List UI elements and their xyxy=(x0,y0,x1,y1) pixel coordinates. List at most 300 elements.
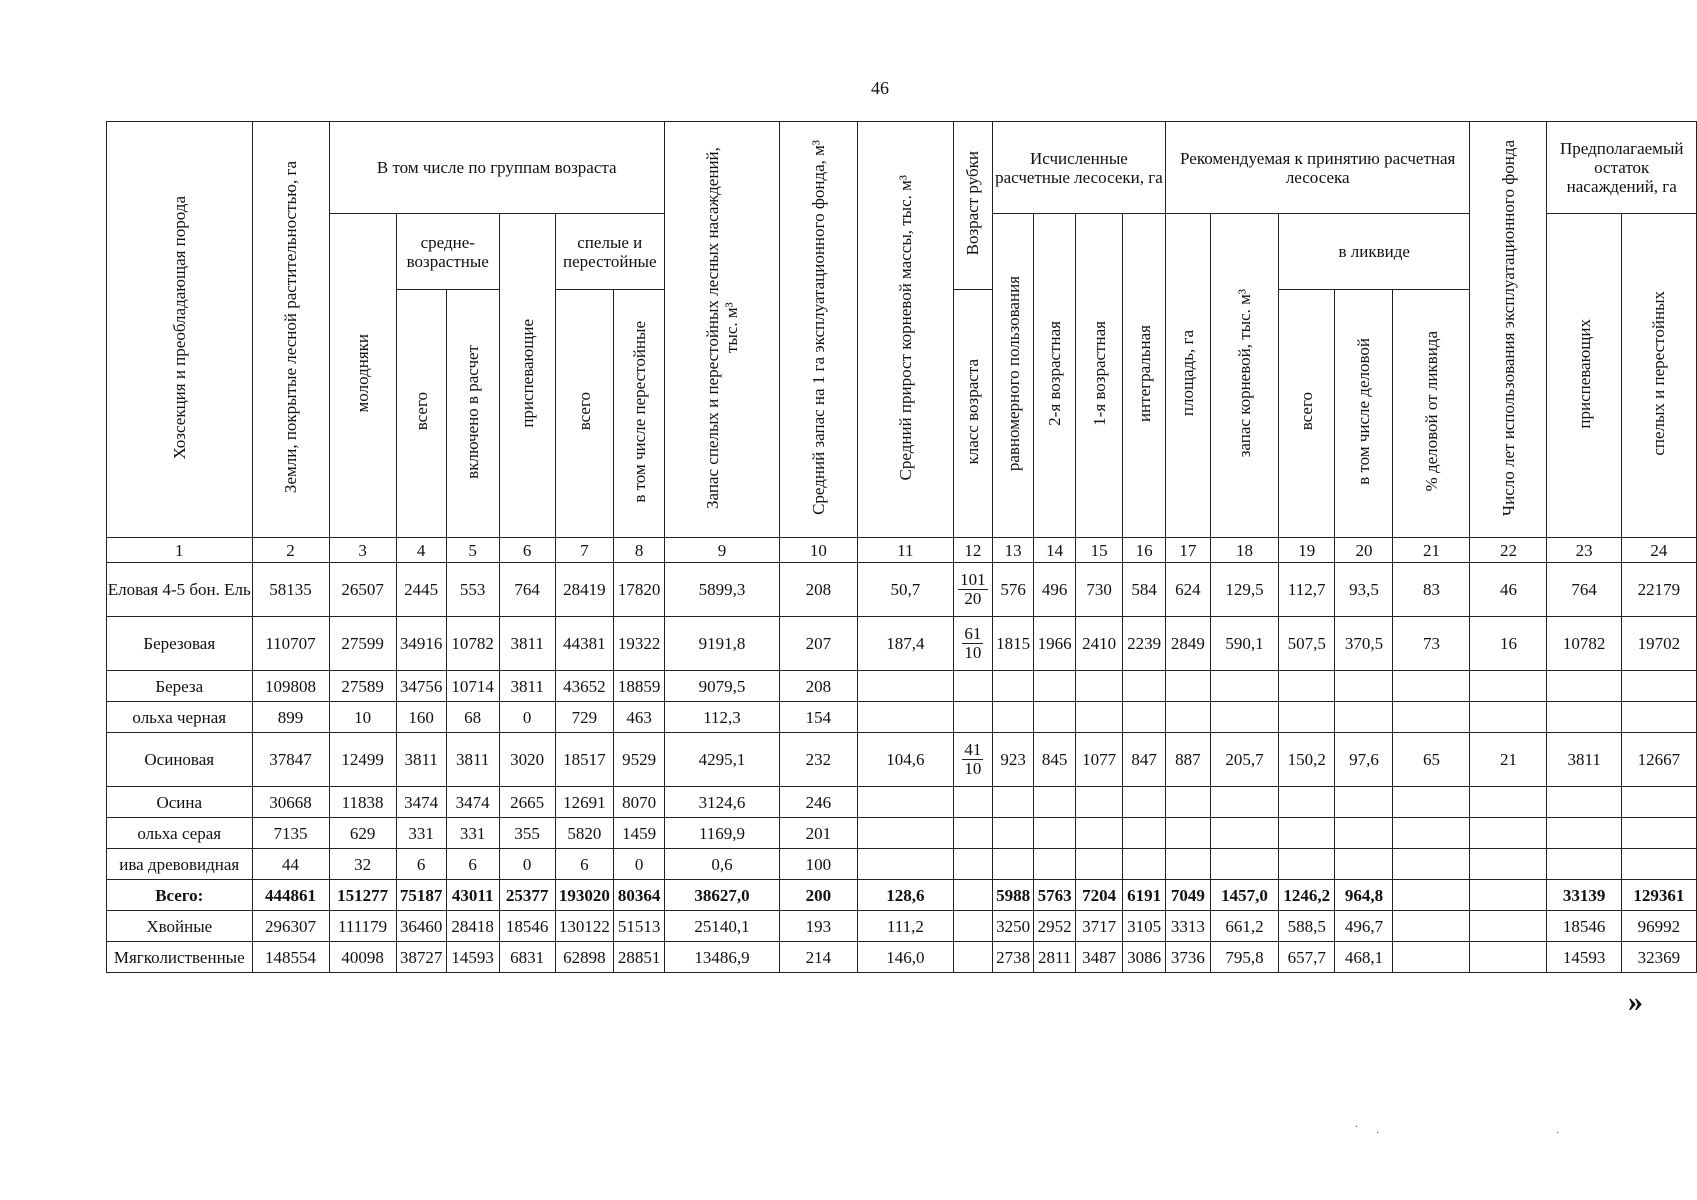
table-cell: 7204 xyxy=(1075,880,1122,911)
table-cell: 14593 xyxy=(446,942,499,973)
table-cell: 12499 xyxy=(329,733,396,787)
table-cell: 795,8 xyxy=(1210,942,1278,973)
row-label: Осиновая xyxy=(107,733,253,787)
table-cell: 296307 xyxy=(252,911,329,942)
table-cell: 661,2 xyxy=(1210,911,1278,942)
table-cell: 370,5 xyxy=(1335,617,1393,671)
table-cell: 38727 xyxy=(396,942,446,973)
fraction-denominator: 20 xyxy=(964,589,982,608)
table-cell: 193020 xyxy=(555,880,614,911)
table-cell: 112,7 xyxy=(1279,563,1335,617)
table-cell: 2239 xyxy=(1123,617,1166,671)
table-cell: 964,8 xyxy=(1335,880,1393,911)
table-cell: 0 xyxy=(614,849,665,880)
table-cell: 496 xyxy=(1034,563,1076,617)
age-class-cell xyxy=(953,880,992,911)
table-cell: 21 xyxy=(1470,733,1547,787)
table-cell: 899 xyxy=(252,702,329,733)
table-cell xyxy=(1335,671,1393,702)
age-class-fraction xyxy=(962,625,983,662)
table-cell: 96992 xyxy=(1621,911,1696,942)
table-row xyxy=(107,818,1697,849)
table-cell: 0 xyxy=(499,849,555,880)
table-cell: 58135 xyxy=(252,563,329,617)
table-cell: 83 xyxy=(1393,563,1470,617)
table-cell: 2665 xyxy=(499,787,555,818)
table-cell xyxy=(1279,849,1335,880)
table-cell: 6191 xyxy=(1123,880,1166,911)
table-cell: 3487 xyxy=(1075,942,1122,973)
table-cell xyxy=(1393,849,1470,880)
table-cell: 1077 xyxy=(1075,733,1122,787)
table-cell: 584 xyxy=(1123,563,1166,617)
table-cell: 130122 xyxy=(555,911,614,942)
table-cell: 46 xyxy=(1470,563,1547,617)
table-cell: 33139 xyxy=(1547,880,1621,911)
table-row xyxy=(107,880,1697,911)
column-number: 19 xyxy=(1279,538,1335,563)
table-cell: 25377 xyxy=(499,880,555,911)
table-cell: 3736 xyxy=(1165,942,1210,973)
table-cell xyxy=(1393,818,1470,849)
table-cell: 146,0 xyxy=(857,942,953,973)
header-middle-included: включено в расчет xyxy=(446,290,499,538)
table-cell: 2410 xyxy=(1075,617,1122,671)
header-middle-aged: средне-возрастные xyxy=(396,214,499,290)
table-cell: 104,6 xyxy=(857,733,953,787)
table-cell: 25140,1 xyxy=(665,911,780,942)
table-cell: 629 xyxy=(329,818,396,849)
page-number: 46 xyxy=(871,78,889,98)
table-cell xyxy=(1165,787,1210,818)
column-number: 15 xyxy=(1075,538,1122,563)
table-cell: 10 xyxy=(329,702,396,733)
age-class-cell xyxy=(953,911,992,942)
table-cell: 112,3 xyxy=(665,702,780,733)
table-row xyxy=(107,702,1697,733)
table-cell: 1815 xyxy=(992,617,1034,671)
table-cell xyxy=(1470,702,1547,733)
header-integral: интегральная xyxy=(1123,214,1166,538)
table-cell: 18546 xyxy=(1547,911,1621,942)
table-cell: 50,7 xyxy=(857,563,953,617)
table-cell: 7135 xyxy=(252,818,329,849)
table-cell: 1966 xyxy=(1034,617,1076,671)
table-cell xyxy=(1165,671,1210,702)
table-cell xyxy=(1470,849,1547,880)
table-cell xyxy=(1470,818,1547,849)
column-number: 10 xyxy=(780,538,858,563)
row-label: Березовая xyxy=(107,617,253,671)
table-cell: 3020 xyxy=(499,733,555,787)
table-cell xyxy=(1123,702,1166,733)
row-label: Хвойные xyxy=(107,911,253,942)
table-cell xyxy=(1279,702,1335,733)
table-cell: 4295,1 xyxy=(665,733,780,787)
table-cell xyxy=(1165,849,1210,880)
table-cell: 3811 xyxy=(499,671,555,702)
table-cell: 887 xyxy=(1165,733,1210,787)
table-cell: 9079,5 xyxy=(665,671,780,702)
header-calculated-areas: Исчисленные расчетные лесосеки, га xyxy=(992,122,1165,214)
row-label: Береза xyxy=(107,671,253,702)
table-cell xyxy=(992,849,1034,880)
table-cell: 2738 xyxy=(992,942,1034,973)
column-number: 16 xyxy=(1123,538,1166,563)
table-cell: 19702 xyxy=(1621,617,1696,671)
column-number: 21 xyxy=(1393,538,1470,563)
header-maturing: приспевающие xyxy=(499,214,555,538)
table-cell: 26507 xyxy=(329,563,396,617)
table-cell xyxy=(1034,818,1076,849)
table-cell: 160 xyxy=(396,702,446,733)
header-mature-total: всего xyxy=(555,290,614,538)
continuation-mark: » xyxy=(1628,985,1643,1018)
table-cell: 3811 xyxy=(1547,733,1621,787)
table-cell xyxy=(1393,911,1470,942)
table-cell: 657,7 xyxy=(1279,942,1335,973)
table-cell: 624 xyxy=(1165,563,1210,617)
table-cell: 151277 xyxy=(329,880,396,911)
header-mature-overmature: спелые и перестойные xyxy=(555,214,664,290)
table-cell xyxy=(1034,787,1076,818)
column-number: 17 xyxy=(1165,538,1210,563)
table-cell: 10714 xyxy=(446,671,499,702)
table-cell xyxy=(1470,942,1547,973)
fraction-numerator: 61 xyxy=(964,624,982,643)
header-young: молодняки xyxy=(329,214,396,538)
table-cell xyxy=(1393,942,1470,973)
table-cell: 3105 xyxy=(1123,911,1166,942)
table-cell: 463 xyxy=(614,702,665,733)
column-number: 12 xyxy=(953,538,992,563)
row-label: ольха серая xyxy=(107,818,253,849)
table-cell: 110707 xyxy=(252,617,329,671)
table-cell xyxy=(992,818,1034,849)
table-cell xyxy=(992,702,1034,733)
table-cell: 43652 xyxy=(555,671,614,702)
column-number: 6 xyxy=(499,538,555,563)
header-liquid-total: всего xyxy=(1279,290,1335,538)
table-cell xyxy=(1034,671,1076,702)
table-cell: 3717 xyxy=(1075,911,1122,942)
table-cell: 3250 xyxy=(992,911,1034,942)
table-cell: 5988 xyxy=(992,880,1034,911)
table-cell: 12667 xyxy=(1621,733,1696,787)
table-cell: 588,5 xyxy=(1279,911,1335,942)
table-cell xyxy=(1621,818,1696,849)
table-cell: 2952 xyxy=(1034,911,1076,942)
header-area: площадь, га xyxy=(1165,214,1210,538)
age-class-cell xyxy=(953,671,992,702)
header-years-of-use: Число лет использования эксплуатационного фонда xyxy=(1470,122,1547,538)
table-cell xyxy=(1393,880,1470,911)
table-row xyxy=(107,942,1697,973)
table-cell: 590,1 xyxy=(1210,617,1278,671)
table-cell: 9529 xyxy=(614,733,665,787)
column-number: 1 xyxy=(107,538,253,563)
scan-speck: · xyxy=(1355,1122,1359,1133)
table-cell: 40098 xyxy=(329,942,396,973)
table-cell xyxy=(1279,818,1335,849)
table-cell: 2811 xyxy=(1034,942,1076,973)
forest-table xyxy=(106,121,1697,973)
table-cell: 200 xyxy=(780,880,858,911)
table-cell: 1457,0 xyxy=(1210,880,1278,911)
header-forested-land: Земли, покрытые лесной растительностью, га xyxy=(252,122,329,538)
header-age-class: класс возраста xyxy=(953,290,992,538)
table-cell xyxy=(1210,849,1278,880)
column-number: 7 xyxy=(555,538,614,563)
table-cell xyxy=(1470,787,1547,818)
table-cell: 6 xyxy=(446,849,499,880)
table-cell: 75187 xyxy=(396,880,446,911)
fraction-denominator: 10 xyxy=(964,643,982,662)
table-cell: 43011 xyxy=(446,880,499,911)
table-cell: 80364 xyxy=(614,880,665,911)
table-cell: 3474 xyxy=(446,787,499,818)
table-cell: 9191,8 xyxy=(665,617,780,671)
table-cell: 214 xyxy=(780,942,858,973)
table-cell xyxy=(1034,849,1076,880)
table-cell: 32 xyxy=(329,849,396,880)
table-cell: 5820 xyxy=(555,818,614,849)
table-cell: 11838 xyxy=(329,787,396,818)
table-cell: 150,2 xyxy=(1279,733,1335,787)
column-number: 4 xyxy=(396,538,446,563)
table-cell: 3811 xyxy=(396,733,446,787)
table-cell: 36460 xyxy=(396,911,446,942)
table-cell xyxy=(1547,818,1621,849)
table-cell: 10782 xyxy=(1547,617,1621,671)
table-cell: 201 xyxy=(780,818,858,849)
table-cell: 97,6 xyxy=(1335,733,1393,787)
table-cell: 18546 xyxy=(499,911,555,942)
header-farm-section: Хозсекция и преобладающая порода xyxy=(107,122,253,538)
table-cell: 17820 xyxy=(614,563,665,617)
table-cell: 6 xyxy=(396,849,446,880)
table-cell: 128,6 xyxy=(857,880,953,911)
column-number: 13 xyxy=(992,538,1034,563)
table-cell: 232 xyxy=(780,733,858,787)
row-label: ольха черная xyxy=(107,702,253,733)
table-cell xyxy=(1335,702,1393,733)
table-cell: 129361 xyxy=(1621,880,1696,911)
table-cell: 208 xyxy=(780,671,858,702)
column-number: 5 xyxy=(446,538,499,563)
age-class-cell xyxy=(953,563,992,617)
table-cell xyxy=(1075,671,1122,702)
table-cell xyxy=(1123,787,1166,818)
fraction-numerator: 41 xyxy=(964,740,982,759)
table-cell xyxy=(1123,849,1166,880)
table-cell xyxy=(1279,671,1335,702)
table-cell: 730 xyxy=(1075,563,1122,617)
table-cell: 764 xyxy=(499,563,555,617)
column-number: 24 xyxy=(1621,538,1696,563)
table-cell: 553 xyxy=(446,563,499,617)
table-cell: 28418 xyxy=(446,911,499,942)
header-mature-stock: Запас спелых и перестойных лесных насаждений, тыс. м³ xyxy=(665,122,780,538)
table-cell: 148554 xyxy=(252,942,329,973)
table-cell: 207 xyxy=(780,617,858,671)
table-cell: 193 xyxy=(780,911,858,942)
row-label: Всего: xyxy=(107,880,253,911)
table-cell: 62898 xyxy=(555,942,614,973)
table-cell: 2849 xyxy=(1165,617,1210,671)
table-cell: 51513 xyxy=(614,911,665,942)
age-class-cell xyxy=(953,942,992,973)
table-cell xyxy=(1393,702,1470,733)
table-cell xyxy=(1547,671,1621,702)
table-cell: 0,6 xyxy=(665,849,780,880)
table-cell: 1459 xyxy=(614,818,665,849)
table-cell: 1169,9 xyxy=(665,818,780,849)
table-cell xyxy=(1335,787,1393,818)
fraction-denominator: 10 xyxy=(964,759,982,778)
header-in-liquid: в ликвиде xyxy=(1279,214,1470,290)
table-cell: 111179 xyxy=(329,911,396,942)
table-cell xyxy=(1470,671,1547,702)
header-uniform-use: равномерного пользования xyxy=(992,214,1034,538)
table-cell: 923 xyxy=(992,733,1034,787)
table-cell xyxy=(1621,671,1696,702)
table-cell xyxy=(1075,787,1122,818)
table-cell: 845 xyxy=(1034,733,1076,787)
table-row xyxy=(107,911,1697,942)
table-cell: 65 xyxy=(1393,733,1470,787)
row-label: Мягколиственные xyxy=(107,942,253,973)
scan-speck: · xyxy=(1556,1128,1560,1139)
table-cell: 38627,0 xyxy=(665,880,780,911)
table-cell: 6 xyxy=(555,849,614,880)
table-cell: 7049 xyxy=(1165,880,1210,911)
table-cell: 729 xyxy=(555,702,614,733)
table-cell xyxy=(1621,702,1696,733)
table-row xyxy=(107,733,1697,787)
table-cell: 5899,3 xyxy=(665,563,780,617)
table-cell: 764 xyxy=(1547,563,1621,617)
table-cell: 1246,2 xyxy=(1279,880,1335,911)
table-cell: 3313 xyxy=(1165,911,1210,942)
table-cell: 93,5 xyxy=(1335,563,1393,617)
column-number: 2 xyxy=(252,538,329,563)
table-cell xyxy=(1075,849,1122,880)
table-cell: 10782 xyxy=(446,617,499,671)
table-cell: 6831 xyxy=(499,942,555,973)
table-cell: 19322 xyxy=(614,617,665,671)
header-age-groups: В том числе по группам возраста xyxy=(329,122,665,214)
table-cell: 0 xyxy=(499,702,555,733)
table-cell xyxy=(1075,702,1122,733)
table-cell: 246 xyxy=(780,787,858,818)
table-cell: 3474 xyxy=(396,787,446,818)
age-class-fraction xyxy=(958,571,988,608)
table-cell: 444861 xyxy=(252,880,329,911)
table-cell: 3811 xyxy=(499,617,555,671)
header-middle-total: всего xyxy=(396,290,446,538)
table-cell: 12691 xyxy=(555,787,614,818)
table-cell xyxy=(1393,787,1470,818)
header-liquid-business: в том числе деловой xyxy=(1335,290,1393,538)
table-cell xyxy=(1210,671,1278,702)
age-class-cell xyxy=(953,702,992,733)
table-cell: 28851 xyxy=(614,942,665,973)
column-number: 8 xyxy=(614,538,665,563)
column-number: 14 xyxy=(1034,538,1076,563)
table-cell xyxy=(857,671,953,702)
table-cell xyxy=(1621,787,1696,818)
table-cell xyxy=(1075,818,1122,849)
table-cell: 30668 xyxy=(252,787,329,818)
table-cell: 37847 xyxy=(252,733,329,787)
table-cell xyxy=(1547,787,1621,818)
age-class-cell xyxy=(953,617,992,671)
header-first-age: 1-я возрастная xyxy=(1075,214,1122,538)
table-cell xyxy=(1123,671,1166,702)
table-cell: 44381 xyxy=(555,617,614,671)
table-cell: 576 xyxy=(992,563,1034,617)
header-root-stock: запас корневой, тыс. м³ xyxy=(1210,214,1278,538)
column-number: 22 xyxy=(1470,538,1547,563)
table-row xyxy=(107,849,1697,880)
column-number: 20 xyxy=(1335,538,1393,563)
table-cell xyxy=(992,671,1034,702)
header-second-age: 2-я возрастная xyxy=(1034,214,1076,538)
table-cell: 22179 xyxy=(1621,563,1696,617)
table-cell: 28419 xyxy=(555,563,614,617)
table-cell xyxy=(1210,787,1278,818)
header-overmature: в том числе перестойные xyxy=(614,290,665,538)
row-label: Осина xyxy=(107,787,253,818)
table-cell: 3086 xyxy=(1123,942,1166,973)
header-remaining-mature: спелых и перестойных xyxy=(1621,214,1696,538)
table-cell: 14593 xyxy=(1547,942,1621,973)
table-cell: 5763 xyxy=(1034,880,1076,911)
table-cell: 18859 xyxy=(614,671,665,702)
table-row xyxy=(107,563,1697,617)
age-class-cell xyxy=(953,818,992,849)
table-cell: 18517 xyxy=(555,733,614,787)
table-cell: 27589 xyxy=(329,671,396,702)
table-cell: 355 xyxy=(499,818,555,849)
header-avg-stock: Средний запас на 1 га эксплуатационного фонда, м³ xyxy=(780,122,858,538)
table-cell: 32369 xyxy=(1621,942,1696,973)
table-cell xyxy=(992,787,1034,818)
table-cell: 109808 xyxy=(252,671,329,702)
table-cell xyxy=(1470,880,1547,911)
table-row xyxy=(107,787,1697,818)
table-cell xyxy=(1034,702,1076,733)
table-cell xyxy=(857,702,953,733)
header-recommended-area: Рекомендуемая к принятию расчетная лесосека xyxy=(1165,122,1469,214)
table-cell: 847 xyxy=(1123,733,1166,787)
age-class-cell xyxy=(953,733,992,787)
table-cell xyxy=(1210,702,1278,733)
row-label: Еловая 4-5 бон. Ель xyxy=(107,563,253,617)
table-cell: 68 xyxy=(446,702,499,733)
table-cell xyxy=(1210,818,1278,849)
table-cell: 3811 xyxy=(446,733,499,787)
column-number-row xyxy=(107,538,1697,563)
table-cell: 16 xyxy=(1470,617,1547,671)
header-remaining-maturing: приспевающих xyxy=(1547,214,1621,538)
table-cell xyxy=(1470,911,1547,942)
table-cell: 13486,9 xyxy=(665,942,780,973)
table-cell xyxy=(1335,849,1393,880)
table-cell: 187,4 xyxy=(857,617,953,671)
header-business-percent: % деловой от ликвида xyxy=(1393,290,1470,538)
